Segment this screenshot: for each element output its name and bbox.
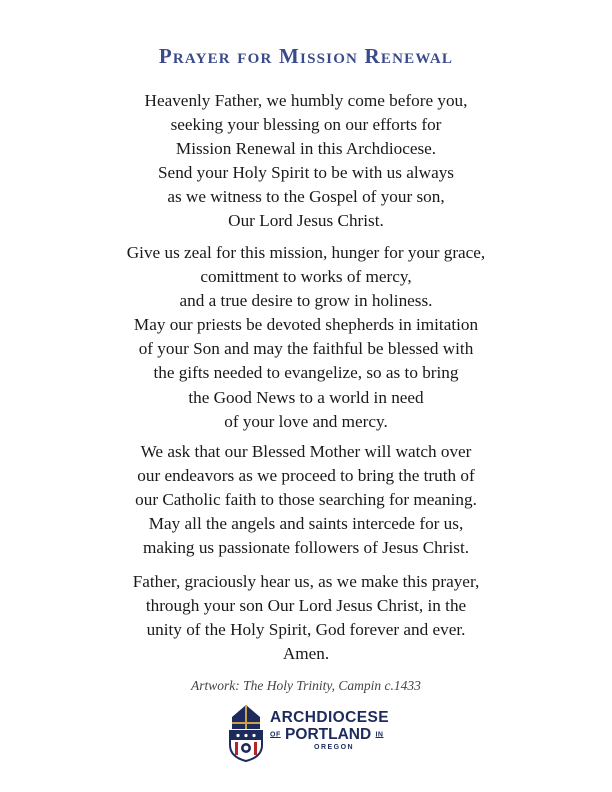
text-line: Send your Holy Spirit to be with us always [158,163,454,183]
text-line: the Good News to a world in need [188,387,424,407]
text-line: as we witness to the Gospel of your son, [167,187,445,207]
prayer-paragraph-1 [0,89,612,234]
text-line: unity of the Holy Spirit, God forever and ever. [146,620,466,640]
text-line: through your son Our Lord Jesus Christ, in the [145,596,467,616]
logo-line-portland [270,726,400,743]
text-line: Mission Renewal in this Archdiocese. [175,139,437,159]
text-line: comittment to works of mercy, [200,267,412,287]
mitre-shield-icon [226,703,266,763]
text-line: our endeavors as we proceed to bring the truth of [137,466,475,486]
prayer-paragraph-3 [0,440,612,560]
text-line: Father, graciously hear us, as we make this prayer, [132,572,480,591]
prayer-paragraph-4 [0,570,612,666]
text-line: Our Lord Jesus Christ. [228,211,384,231]
page-title: Prayer for Mission Renewal [158,44,454,68]
prayer-paragraph-2 [0,241,612,434]
logo-in: IN [375,731,384,739]
logo-portland: PORTLAND [285,726,372,743]
text-line: May our priests be devoted shepherds in imitation [133,315,479,335]
logo-of: OF [270,731,281,739]
text-line: making us passionate followers of Jesus Christ. [142,538,470,558]
text-line: Give us zeal for this mission, hunger for your grace, [126,243,486,262]
logo-line-oregon: OREGON [314,744,355,752]
artwork-caption: Artwork: The Holy Trinity, Campin c.1433 [191,678,421,693]
archdiocese-logo [226,703,394,763]
text-line: May all the angels and saints intercede for us, [148,514,464,534]
text-line: the gifts needed to evangelize, so as to bring [153,363,459,383]
text-line: We ask that our Blessed Mother will watch over [140,442,472,461]
text-line: and a true desire to grow in holiness. [179,291,433,311]
text-line: Amen. [282,644,330,664]
text-line: Heavenly Father, we humbly come before you, [144,91,468,110]
logo-line-archdiocese: ARCHDIOCESE [270,709,389,726]
text-line: of your Son and may the faithful be blessed with [138,339,474,359]
text-line: seeking your blessing on our efforts for [170,115,442,135]
text-line: our Catholic faith to those searching for meaning. [135,490,477,510]
logo-wordmark [270,709,400,753]
text-line: of your love and mercy. [224,411,388,431]
